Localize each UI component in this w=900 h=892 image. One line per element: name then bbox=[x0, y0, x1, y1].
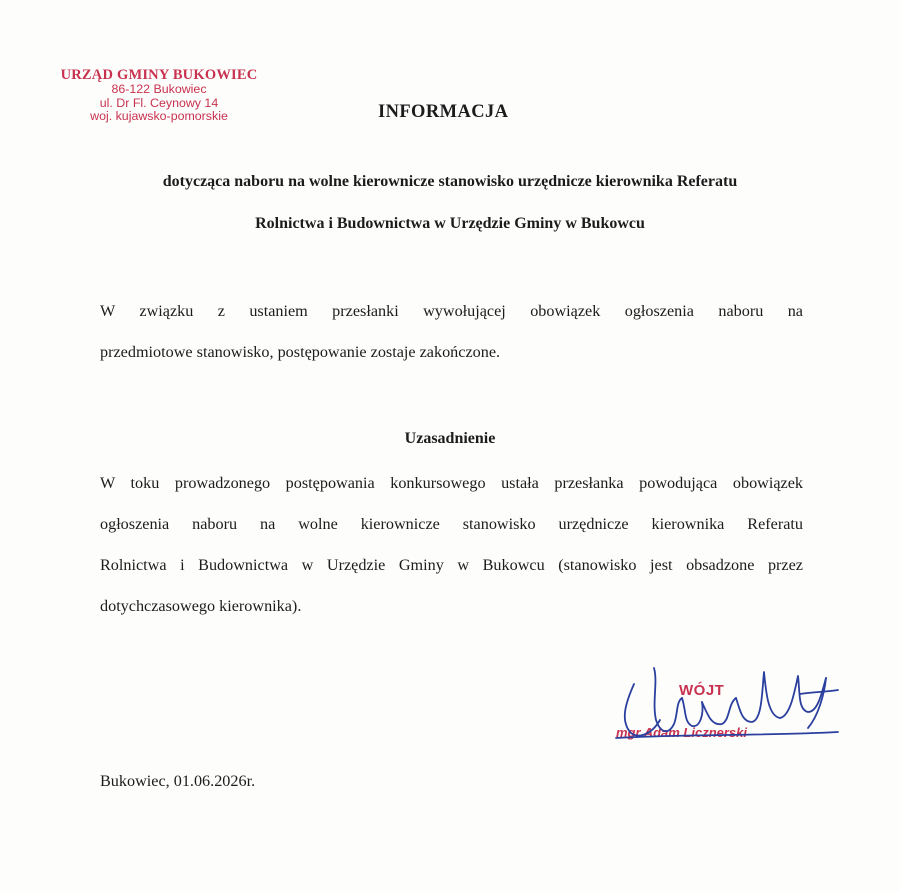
justification-heading: Uzasadnienie bbox=[404, 430, 496, 447]
paragraph-line: ogłoszenia naboru na wolne kierownicze stanowisko urzędnicze kierownika Referatu bbox=[100, 515, 803, 533]
paragraph-line: przedmiotowe stanowisko, postępowanie zostaje zakończone. bbox=[100, 343, 501, 361]
handwritten-signature bbox=[612, 652, 842, 762]
subtitle-line-2: Rolnictwa i Budownictwa w Urzędzie Gminy w Bukowcu bbox=[255, 215, 645, 232]
paragraph-line: dotychczasowego kierownika). bbox=[100, 597, 302, 615]
stamp-postal-line: 86-122 Bukowiec bbox=[111, 82, 207, 97]
signature-name: mgr Adam Licznerski bbox=[616, 725, 748, 740]
paragraph-line: Rolnictwa i Budownictwa w Urzędzie Gminy w Bukowcu (stanowisko jest obsadzone przez bbox=[100, 556, 803, 574]
signature-block bbox=[612, 652, 842, 762]
paragraph-line: W toku prowadzonego postępowania konkursowego ustała przesłanka powodująca obowiązek bbox=[100, 474, 803, 492]
stamp-region-line: woj. kujawsko-pomorskie bbox=[90, 108, 228, 123]
announcement-paragraph bbox=[100, 291, 803, 373]
subtitle-line-1: dotycząca naboru na wolne kierownicze stanowisko urzędnicze kierownika Referatu bbox=[162, 173, 738, 190]
paragraph-line: W związku z ustaniem przesłanki wywołującej obowiązek ogłoszenia naboru na bbox=[100, 302, 803, 320]
place-and-date: Bukowiec, 01.06.2026r. bbox=[100, 772, 256, 790]
office-stamp bbox=[52, 68, 266, 123]
stamp-title: URZĄD GMINY BUKOWIEC bbox=[60, 67, 258, 83]
stamp-street-line: ul. Dr Fl. Ceynowy 14 bbox=[99, 95, 219, 110]
document-title: INFORMACJA bbox=[378, 102, 509, 122]
justification-paragraph bbox=[100, 463, 803, 627]
signature-role: WÓJT bbox=[679, 682, 725, 699]
